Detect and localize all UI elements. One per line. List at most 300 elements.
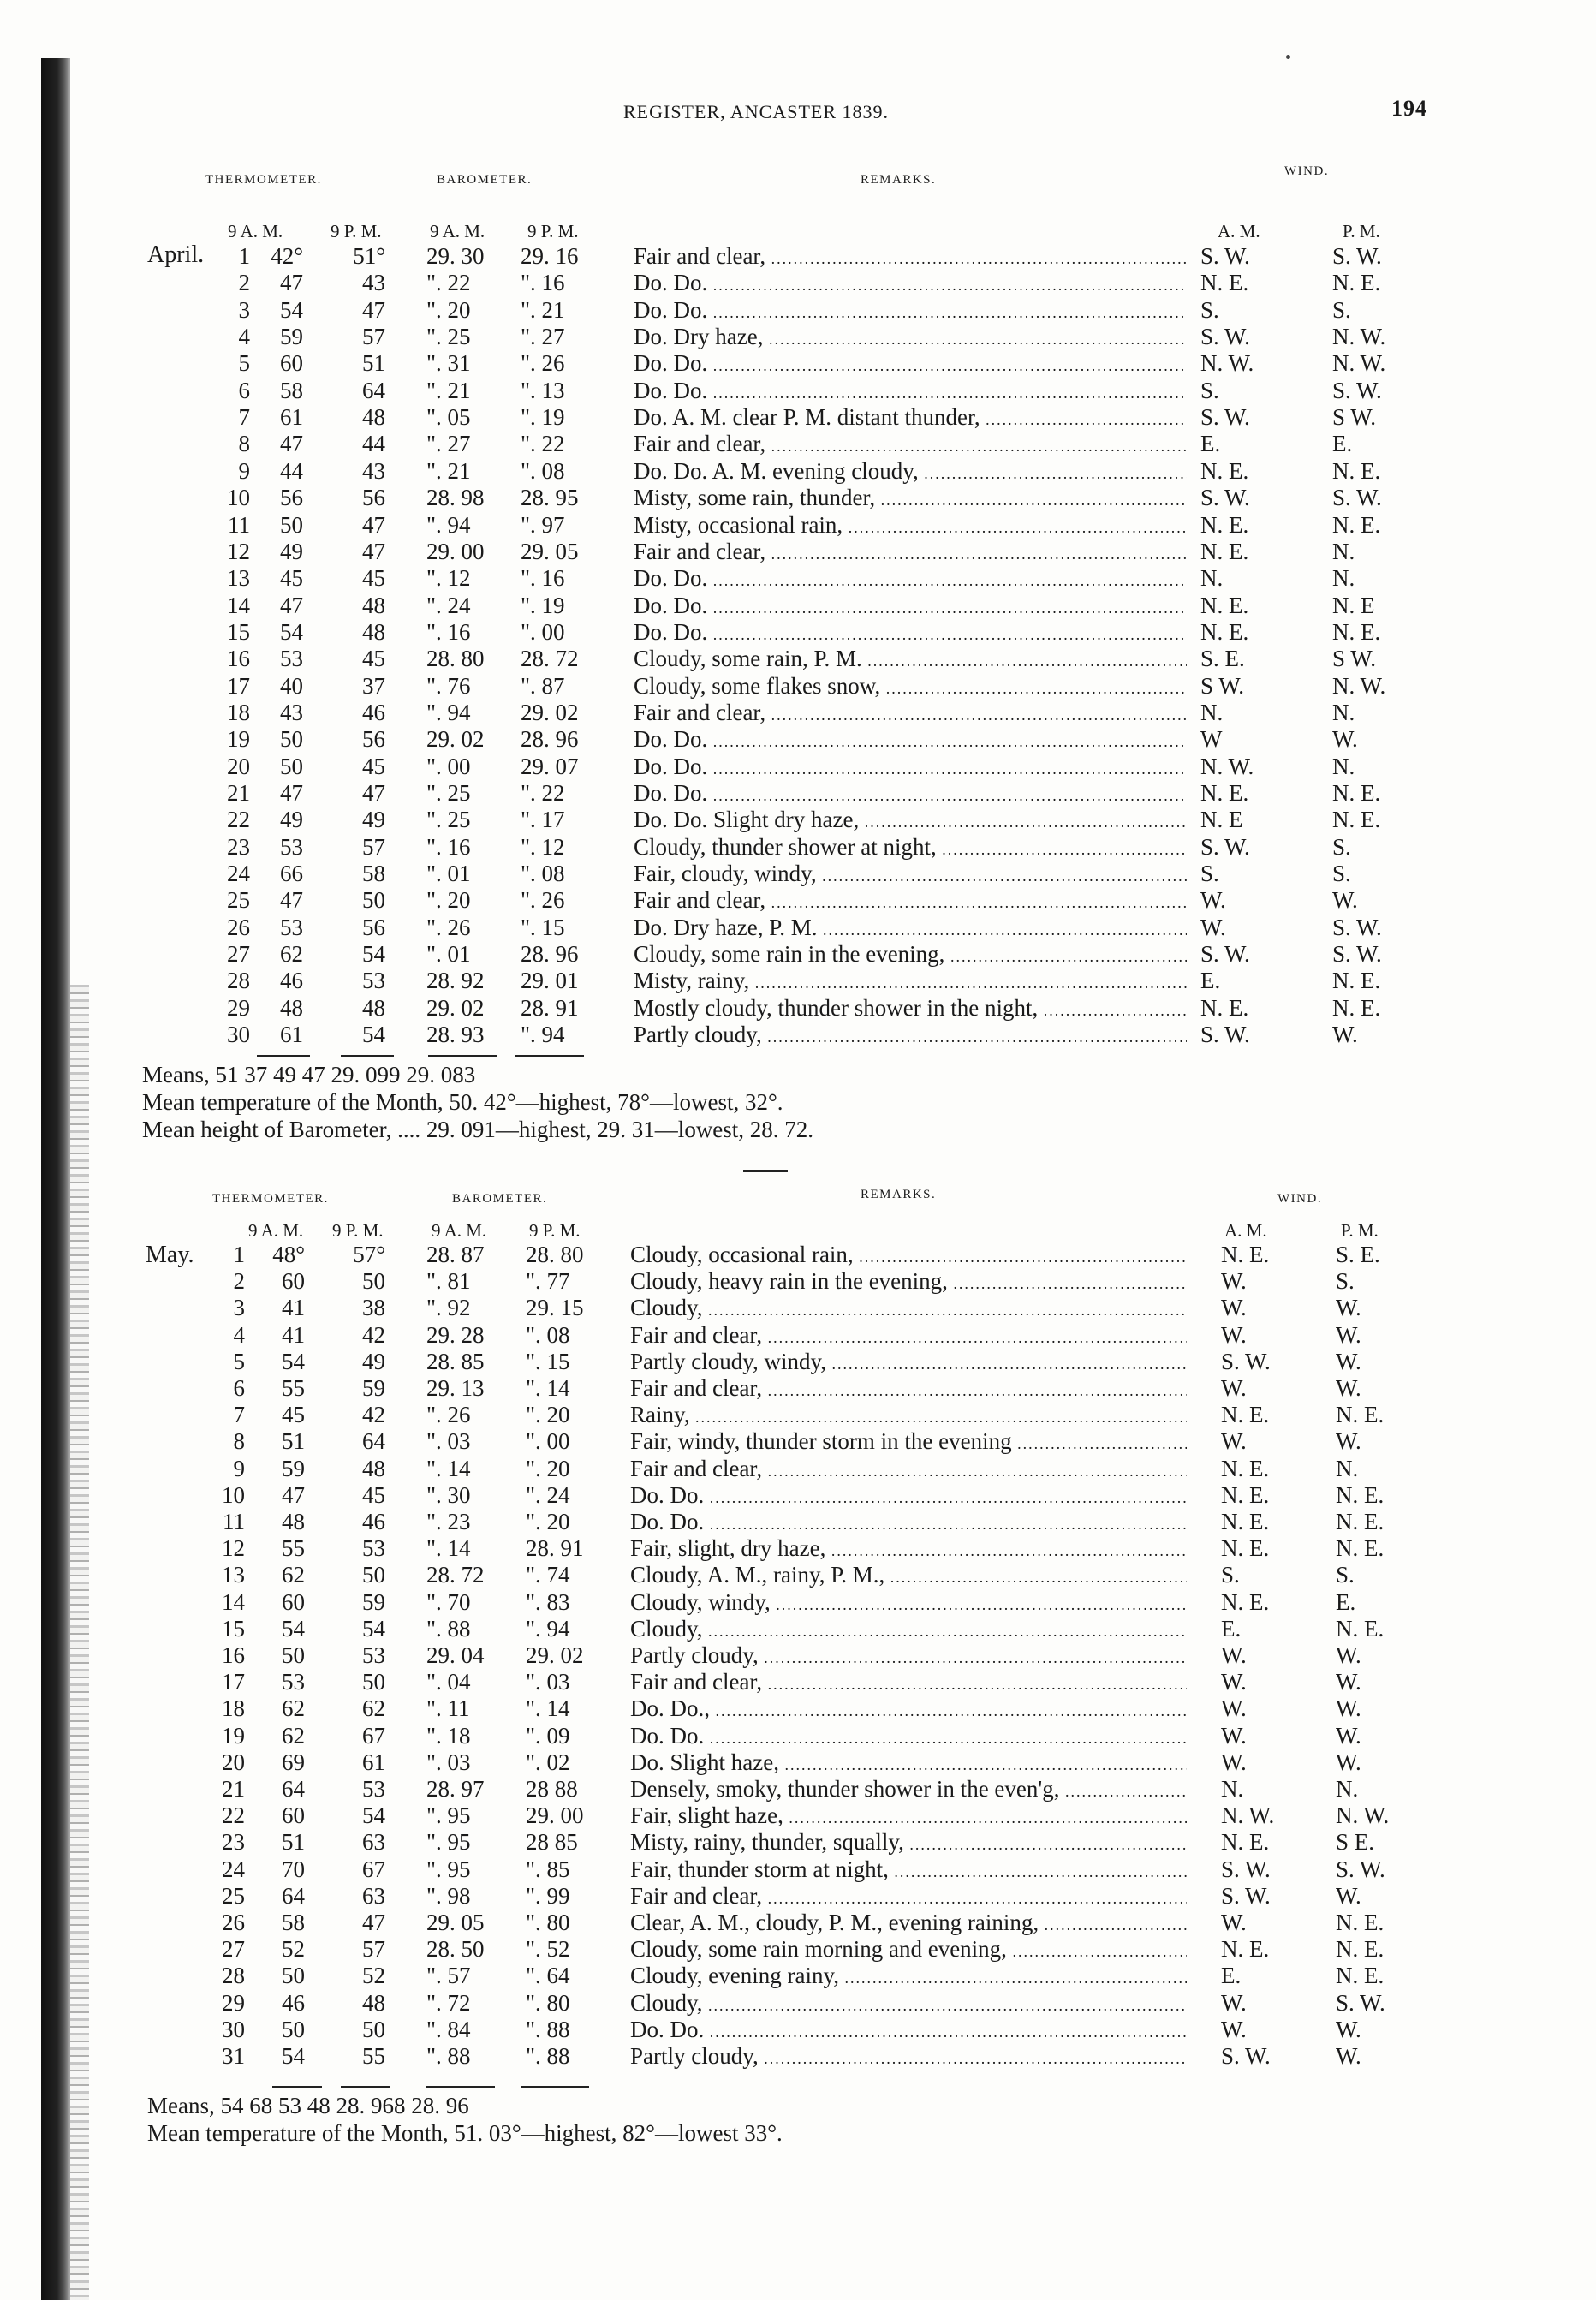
- therm-am-cell: 53: [282, 1669, 305, 1695]
- day-cell: 31: [222, 2043, 245, 2069]
- therm-am-cell: 47: [280, 592, 303, 618]
- wind-am-cell: N. E.: [1200, 780, 1249, 806]
- wind-pm-cell: S.: [1332, 861, 1351, 887]
- baro-pm-cell: ". 80: [526, 1910, 570, 1935]
- therm-pm-cell: 59: [362, 1375, 385, 1401]
- wind-am-cell: N. E.: [1221, 1588, 1270, 1615]
- remark-cell: Cloudy, occasional rain, .....: [630, 1242, 1187, 1271]
- wind-am-cell: N. E.: [1221, 1402, 1270, 1428]
- day-cell: 1: [233, 1242, 245, 1267]
- therm-pm-cell: 58: [362, 861, 385, 887]
- wind-am-cell: S.: [1200, 377, 1219, 403]
- means-rule: [521, 2086, 589, 2088]
- baro-am-cell: ". 01: [426, 861, 471, 887]
- baro-am-cell: ". 11: [426, 1695, 470, 1722]
- barometer-heading: BAROMETER.: [437, 173, 533, 187]
- wind-am-cell: W.: [1221, 1295, 1247, 1321]
- therm-am-cell: 59: [280, 324, 303, 350]
- remark-cell: Misty, rainy, thunder, squally, .....: [630, 1829, 1187, 1858]
- remark-cell: Cloudy, some rain, P. M. .....: [634, 646, 1187, 675]
- therm-am-cell: 48°: [272, 1242, 305, 1267]
- wind-pm-cell: W.: [1336, 1375, 1361, 1401]
- therm-pm-cell: 57: [362, 324, 385, 350]
- remark-cell: Cloudy, heavy rain in the evening, .....: [630, 1268, 1187, 1297]
- baro-pm-cell: ". 94: [521, 1022, 565, 1048]
- baro-pm-cell: 29. 02: [521, 699, 579, 725]
- wind-am-cell: S. W.: [1221, 1882, 1271, 1909]
- wind-pm-cell: E.: [1336, 1588, 1356, 1615]
- wind-pm-cell: S W.: [1332, 646, 1377, 672]
- therm-am-cell: 49: [280, 538, 303, 564]
- wind-am-cell: S. W.: [1221, 1348, 1271, 1374]
- wind-am-cell: N.: [1200, 699, 1224, 725]
- wind-pm-cell: S. W.: [1336, 1989, 1385, 2016]
- therm-pm-cell: 59: [362, 1588, 385, 1615]
- therm-pm-cell: 54: [362, 1802, 385, 1829]
- wind-pm-cell: S.: [1336, 1268, 1355, 1295]
- wind-pm-cell: N. E.: [1336, 1615, 1385, 1642]
- wind-pm-cell: S.: [1336, 1562, 1355, 1588]
- remark-cell: Do. Do. .....: [634, 619, 1187, 648]
- wind-am-cell: S.: [1221, 1562, 1240, 1588]
- baro-pm-cell: 28. 72: [521, 646, 579, 672]
- wind-pm-cell: W.: [1332, 1022, 1358, 1048]
- baro-pm-cell: ". 09: [526, 1722, 570, 1749]
- therm-am-cell: 69: [282, 1749, 305, 1775]
- day-cell: 8: [233, 1428, 245, 1455]
- wind-pm-cell: N.: [1336, 1455, 1359, 1481]
- wind-pm-cell: N. E.: [1332, 807, 1381, 833]
- wind-am-cell: N. E.: [1221, 1481, 1270, 1508]
- wind-am-cell: W: [1200, 726, 1223, 753]
- therm-am-cell: 55: [282, 1375, 305, 1401]
- remark-cell: Do. Do. .....: [634, 754, 1187, 783]
- remark-cell: Clear, A. M., cloudy, P. M., evening raining, .....: [630, 1910, 1187, 1939]
- day-cell: 20: [227, 753, 250, 779]
- baro-am-cell: 29. 00: [426, 538, 485, 564]
- baro-am-cell: 29. 02: [426, 994, 485, 1021]
- wind-pm-cell: W.: [1336, 1722, 1361, 1749]
- day-cell: 12: [222, 1535, 245, 1562]
- remark-cell: Fair and clear, .....: [630, 1669, 1187, 1698]
- remark-cell: Fair, slight haze, .....: [630, 1802, 1187, 1832]
- remark-cell: Partly cloudy, windy, .....: [630, 1349, 1187, 1378]
- remark-cell: Misty, some rain, thunder, .....: [634, 485, 1187, 514]
- therm-pm-cell: 45: [362, 646, 385, 672]
- day-cell: 2: [238, 270, 250, 296]
- therm-am-cell: 40: [280, 672, 303, 699]
- therm-am-cell: 41: [282, 1295, 305, 1321]
- therm-am-cell: 47: [280, 780, 303, 806]
- therm-am-cell: 49: [280, 807, 303, 833]
- wind-pm-cell: W.: [1336, 1295, 1361, 1321]
- therm-pm-cell: 56: [362, 485, 385, 511]
- month-label-may: May.: [146, 1242, 194, 1268]
- book-spine-shadow: [41, 58, 70, 2300]
- wind-pm-cell: N. E.: [1336, 1535, 1385, 1562]
- therm-am-cell: 64: [282, 1776, 305, 1802]
- therm-pm-cell: 45: [362, 565, 385, 592]
- baro-am-cell: ". 57: [426, 1963, 471, 1989]
- day-cell: 11: [223, 1509, 245, 1534]
- day-cell: 27: [227, 941, 250, 968]
- baro-am-cell: 28. 93: [426, 1022, 485, 1048]
- baro-pm-cell: ". 87: [521, 672, 565, 699]
- baro-am-cell: ". 84: [426, 2016, 471, 2042]
- baro-am-cell: ". 30: [426, 1481, 471, 1508]
- wind-pm-cell: N. W.: [1332, 672, 1386, 699]
- day-cell: 14: [227, 592, 250, 618]
- day-cell: 20: [222, 1749, 245, 1775]
- baro-pm-cell: ". 77: [526, 1268, 570, 1295]
- wind-pm-cell: S.: [1332, 833, 1351, 860]
- baro-pm-cell: ". 08: [521, 457, 565, 484]
- therm-pm-cell: 53: [362, 1642, 385, 1668]
- therm-am-cell: 45: [282, 1402, 305, 1428]
- day-cell: 14: [222, 1588, 245, 1615]
- wind-pm-cell: N. E.: [1332, 968, 1381, 994]
- therm-am-cell: 50: [280, 726, 303, 753]
- baro-am-cell: ". 94: [426, 699, 471, 725]
- wind-am-cell: S. E.: [1200, 646, 1245, 672]
- therm-pm-cell: 47: [362, 511, 385, 538]
- wind-pm-cell: S. W.: [1332, 377, 1382, 403]
- baro-am-cell: ". 95: [426, 1802, 471, 1829]
- baro-am-cell: ". 01: [426, 941, 471, 968]
- wind-pm-heading: P. M.: [1343, 221, 1380, 241]
- therm-am-cell: 62: [282, 1695, 305, 1722]
- baro-am-cell: ". 20: [426, 887, 471, 914]
- wind-pm-cell: N. E.: [1332, 511, 1381, 538]
- remark-cell: Misty, rainy, .....: [634, 968, 1187, 997]
- remark-cell: Fair, windy, thunder storm in the evening .....: [630, 1428, 1187, 1457]
- therm-pm-cell: 55: [362, 2043, 385, 2069]
- remark-cell: Fair, cloudy, windy, .....: [634, 861, 1187, 890]
- april-means: Means, 51 37 49 47 29. 099 29. 083: [142, 1062, 476, 1087]
- baro-am-cell: ". 14: [426, 1535, 471, 1562]
- baro-pm-cell: 29. 07: [521, 753, 579, 779]
- therm-am-cell: 56: [280, 485, 303, 511]
- therm-am-cell: 50: [282, 1642, 305, 1668]
- baro-pm-cell: 29. 16: [521, 243, 579, 269]
- wind-am-cell: S. W.: [1221, 2043, 1271, 2069]
- wind-am-cell: S.: [1200, 296, 1219, 323]
- wind-am-cell: W.: [1221, 1749, 1247, 1775]
- day-cell: 10: [222, 1481, 245, 1508]
- remark-cell: Cloudy, .....: [630, 1295, 1187, 1324]
- baro-pm-cell: ". 94: [526, 1615, 570, 1642]
- baro-am-cell: ". 25: [426, 807, 471, 833]
- day-cell: 30: [222, 2016, 245, 2042]
- baro-am-cell: 29. 30: [426, 243, 485, 269]
- remark-cell: Do. Do. .....: [630, 1482, 1187, 1511]
- therm-am-cell: 60: [282, 1588, 305, 1615]
- day-cell: 6: [238, 377, 250, 403]
- remark-cell: Cloudy, .....: [630, 1990, 1187, 2019]
- therm-am-cell: 43: [280, 699, 303, 725]
- therm-pm-cell: 54: [362, 1615, 385, 1642]
- therm-pm-cell: 48: [362, 592, 385, 618]
- baro-pm-heading: 9 P. M.: [529, 1220, 581, 1241]
- therm-pm-cell: 48: [362, 618, 385, 645]
- remark-cell: Do. Do. .....: [634, 726, 1187, 755]
- wind-pm-cell: S. W.: [1332, 243, 1382, 269]
- wind-am-cell: E.: [1221, 1963, 1242, 1989]
- baro-am-cell: ". 16: [426, 833, 471, 860]
- therm-pm-cell: 63: [362, 1829, 385, 1856]
- wind-am-cell: E.: [1200, 431, 1221, 457]
- therm-pm-cell: 45: [362, 753, 385, 779]
- day-cell: 16: [222, 1642, 245, 1668]
- baro-am-cell: 28. 97: [426, 1776, 485, 1802]
- baro-am-cell: ". 31: [426, 350, 471, 377]
- baro-am-cell: ". 88: [426, 2043, 471, 2069]
- baro-am-cell: ". 95: [426, 1856, 471, 1882]
- therm-pm-heading: 9 P. M.: [331, 221, 382, 241]
- wind-am-cell: W.: [1221, 1268, 1247, 1295]
- remark-cell: Cloudy, windy, .....: [630, 1589, 1187, 1618]
- baro-pm-cell: ". 00: [526, 1428, 570, 1455]
- wind-pm-cell: N. W.: [1332, 350, 1386, 377]
- wind-pm-cell: W.: [1336, 1882, 1361, 1909]
- baro-pm-cell: ". 83: [526, 1588, 570, 1615]
- wind-am-cell: W.: [1221, 1375, 1247, 1401]
- therm-pm-cell: 56: [362, 914, 385, 940]
- means-rule: [272, 2086, 322, 2088]
- therm-pm-cell: 50: [362, 887, 385, 914]
- therm-am-cell: 70: [282, 1856, 305, 1882]
- wind-pm-cell: S. W.: [1336, 1856, 1385, 1882]
- therm-pm-cell: 47: [362, 296, 385, 323]
- wind-am-cell: W.: [1200, 914, 1226, 940]
- remark-cell: Fair and clear, .....: [634, 431, 1187, 460]
- day-cell: 13: [227, 565, 250, 592]
- wind-pm-heading: P. M.: [1341, 1220, 1379, 1241]
- day-cell: 1: [238, 243, 250, 269]
- means-rule: [341, 1055, 394, 1057]
- baro-am-cell: ". 03: [426, 1428, 471, 1455]
- remark-cell: Partly cloudy, .....: [630, 2043, 1187, 2072]
- remark-cell: Do. Slight haze, .....: [630, 1749, 1187, 1779]
- baro-pm-cell: ". 97: [521, 511, 565, 538]
- day-cell: 25: [227, 887, 250, 914]
- therm-pm-cell: 67: [362, 1722, 385, 1749]
- therm-am-cell: 50: [282, 2016, 305, 2042]
- day-cell: 22: [222, 1802, 245, 1829]
- wind-am-cell: E.: [1200, 968, 1221, 994]
- therm-am-heading: 9 A. M.: [248, 1220, 304, 1241]
- baro-pm-cell: ". 14: [526, 1375, 570, 1401]
- section-divider: [743, 1170, 788, 1172]
- baro-pm-cell: 29. 01: [521, 968, 579, 994]
- wind-am-cell: N. E.: [1221, 1455, 1270, 1481]
- stray-mark: [1286, 55, 1290, 59]
- baro-pm-cell: 29. 00: [526, 1802, 584, 1829]
- day-cell: 10: [227, 485, 250, 511]
- day-cell: 9: [233, 1455, 245, 1481]
- wind-pm-cell: N. E.: [1336, 1936, 1385, 1963]
- therm-pm-cell: 57: [362, 1936, 385, 1963]
- day-cell: 3: [233, 1295, 245, 1321]
- therm-am-cell: 60: [282, 1802, 305, 1829]
- day-cell: 4: [238, 324, 250, 350]
- therm-am-cell: 52: [282, 1936, 305, 1963]
- baro-am-cell: ". 76: [426, 672, 471, 699]
- therm-am-cell: 44: [280, 457, 303, 484]
- therm-am-cell: 62: [282, 1562, 305, 1588]
- baro-am-cell: 28. 80: [426, 646, 485, 672]
- wind-pm-cell: W.: [1336, 1749, 1361, 1775]
- baro-am-cell: 29. 13: [426, 1375, 485, 1401]
- baro-pm-cell: ". 14: [526, 1695, 570, 1722]
- baro-am-cell: ". 70: [426, 1588, 471, 1615]
- day-cell: 13: [222, 1562, 245, 1588]
- remark-cell: Cloudy, some rain in the evening, .....: [634, 941, 1187, 970]
- baro-pm-cell: ". 03: [526, 1669, 570, 1695]
- wind-am-cell: N. W.: [1221, 1802, 1275, 1829]
- baro-pm-cell: ". 19: [521, 404, 565, 431]
- wind-am-cell: N. E.: [1221, 1936, 1270, 1963]
- therm-pm-cell: 48: [362, 1989, 385, 2016]
- wind-am-cell: N. E.: [1200, 457, 1249, 484]
- baro-pm-cell: 29. 15: [526, 1295, 584, 1321]
- wind-pm-cell: S W.: [1332, 404, 1377, 431]
- remarks-heading: REMARKS.: [861, 1188, 937, 1201]
- wind-pm-cell: N. E.: [1332, 270, 1381, 296]
- remark-cell: Do. Do. .....: [634, 350, 1187, 379]
- therm-am-cell: 54: [282, 2043, 305, 2069]
- baro-am-cell: 28. 92: [426, 968, 485, 994]
- baro-pm-cell: ". 74: [526, 1562, 570, 1588]
- baro-pm-cell: 28. 80: [526, 1242, 584, 1267]
- therm-am-cell: 48: [280, 994, 303, 1021]
- wind-pm-cell: N. E.: [1332, 618, 1381, 645]
- baro-am-cell: ". 24: [426, 592, 471, 618]
- baro-am-cell: ". 72: [426, 1989, 471, 2016]
- means-rule: [428, 1055, 497, 1057]
- day-cell: 18: [227, 699, 250, 725]
- wind-pm-cell: N.: [1332, 565, 1355, 592]
- wind-am-cell: S. W.: [1200, 404, 1250, 431]
- baro-am-heading: 9 A. M.: [432, 1220, 487, 1241]
- baro-am-cell: ". 94: [426, 511, 471, 538]
- day-cell: 16: [227, 646, 250, 672]
- wind-pm-cell: S. W.: [1332, 485, 1382, 511]
- therm-pm-cell: 45: [362, 1481, 385, 1508]
- wind-pm-cell: S E.: [1336, 1829, 1375, 1856]
- baro-am-cell: ". 22: [426, 270, 471, 296]
- wind-pm-cell: N. E.: [1336, 1481, 1385, 1508]
- wind-pm-cell: W.: [1336, 1428, 1361, 1455]
- remark-cell: Partly cloudy, .....: [630, 1642, 1187, 1671]
- therm-am-cell: 50: [282, 1963, 305, 1989]
- remark-cell: Cloudy, .....: [630, 1616, 1187, 1645]
- therm-am-cell: 51: [282, 1428, 305, 1455]
- therm-am-cell: 54: [282, 1348, 305, 1374]
- wind-am-cell: S. W.: [1200, 243, 1250, 269]
- therm-pm-cell: 47: [362, 538, 385, 564]
- baro-pm-cell: ". 08: [526, 1321, 570, 1348]
- baro-am-cell: ". 21: [426, 457, 471, 484]
- wind-am-cell: W.: [1200, 887, 1226, 914]
- remark-cell: Mostly cloudy, thunder shower in the night, .....: [634, 995, 1187, 1024]
- wind-am-cell: N. E.: [1200, 618, 1249, 645]
- therm-am-cell: 45: [280, 565, 303, 592]
- baro-pm-cell: ". 13: [521, 377, 565, 403]
- baro-pm-cell: 29. 05: [521, 538, 579, 564]
- therm-am-cell: 64: [282, 1882, 305, 1909]
- day-cell: 12: [227, 538, 250, 564]
- day-cell: 5: [238, 350, 250, 377]
- therm-pm-cell: 48: [362, 1455, 385, 1481]
- wind-pm-cell: W.: [1332, 887, 1358, 914]
- wind-am-cell: N. E.: [1200, 538, 1249, 564]
- baro-pm-cell: ". 88: [526, 2016, 570, 2042]
- baro-pm-cell: ". 02: [526, 1749, 570, 1775]
- therm-pm-cell: 61: [362, 1749, 385, 1775]
- wind-am-cell: W.: [1221, 1695, 1247, 1722]
- wind-pm-cell: N. E.: [1332, 457, 1381, 484]
- baro-am-cell: ". 18: [426, 1722, 471, 1749]
- therm-pm-cell: 47: [362, 780, 385, 806]
- day-cell: 29: [222, 1989, 245, 2016]
- wind-am-cell: W.: [1221, 1910, 1247, 1935]
- therm-am-cell: 50: [280, 511, 303, 538]
- day-cell: 7: [238, 404, 250, 431]
- day-cell: 15: [227, 618, 250, 645]
- wind-pm-cell: N.: [1332, 753, 1355, 779]
- remark-cell: Misty, occasional rain, .....: [634, 512, 1187, 541]
- april-mean-temperature: Mean temperature of the Month, 50. 42°—highest, 78°—lowest, 32°.: [142, 1089, 783, 1115]
- therm-pm-cell: 62: [362, 1695, 385, 1722]
- baro-am-cell: 29. 04: [426, 1642, 485, 1668]
- therm-pm-cell: 46: [362, 699, 385, 725]
- remark-cell: Fair and clear, .....: [630, 1322, 1187, 1351]
- wind-am-cell: W.: [1221, 1722, 1247, 1749]
- therm-am-cell: 60: [280, 350, 303, 377]
- baro-am-cell: ". 25: [426, 780, 471, 806]
- wind-pm-cell: N.: [1336, 1776, 1359, 1802]
- baro-pm-cell: ". 00: [521, 618, 565, 645]
- therm-pm-cell: 48: [362, 404, 385, 431]
- baro-pm-cell: 28 88: [526, 1776, 578, 1802]
- baro-pm-cell: ". 21: [521, 296, 565, 323]
- wind-am-cell: S. W.: [1200, 324, 1250, 350]
- therm-am-cell: 58: [282, 1910, 305, 1935]
- therm-am-cell: 54: [280, 296, 303, 323]
- wind-pm-cell: N. W.: [1332, 324, 1386, 350]
- remark-cell: Cloudy, some rain morning and evening, .....: [630, 1936, 1187, 1965]
- remark-cell: Fair and clear, .....: [630, 1375, 1187, 1404]
- baro-am-heading: 9 A. M.: [430, 221, 485, 241]
- thermometer-heading: THERMOMETER.: [205, 173, 322, 187]
- therm-pm-cell: 64: [362, 377, 385, 403]
- remark-cell: Do. Do. .....: [634, 297, 1187, 326]
- day-cell: 21: [222, 1776, 245, 1802]
- wind-am-heading: A. M.: [1224, 1220, 1267, 1241]
- wind-pm-cell: N. E.: [1332, 780, 1381, 806]
- baro-pm-cell: 28. 96: [521, 726, 579, 753]
- therm-pm-cell: 37: [362, 672, 385, 699]
- wind-pm-cell: N. W.: [1336, 1802, 1390, 1829]
- wind-pm-cell: W.: [1332, 726, 1358, 753]
- baro-am-cell: ". 23: [426, 1509, 471, 1534]
- therm-am-cell: 42°: [271, 243, 303, 269]
- remark-cell: Do. Do. .....: [634, 378, 1187, 407]
- baro-pm-cell: ". 20: [526, 1455, 570, 1481]
- baro-am-cell: ". 92: [426, 1295, 471, 1321]
- day-cell: 7: [233, 1402, 245, 1428]
